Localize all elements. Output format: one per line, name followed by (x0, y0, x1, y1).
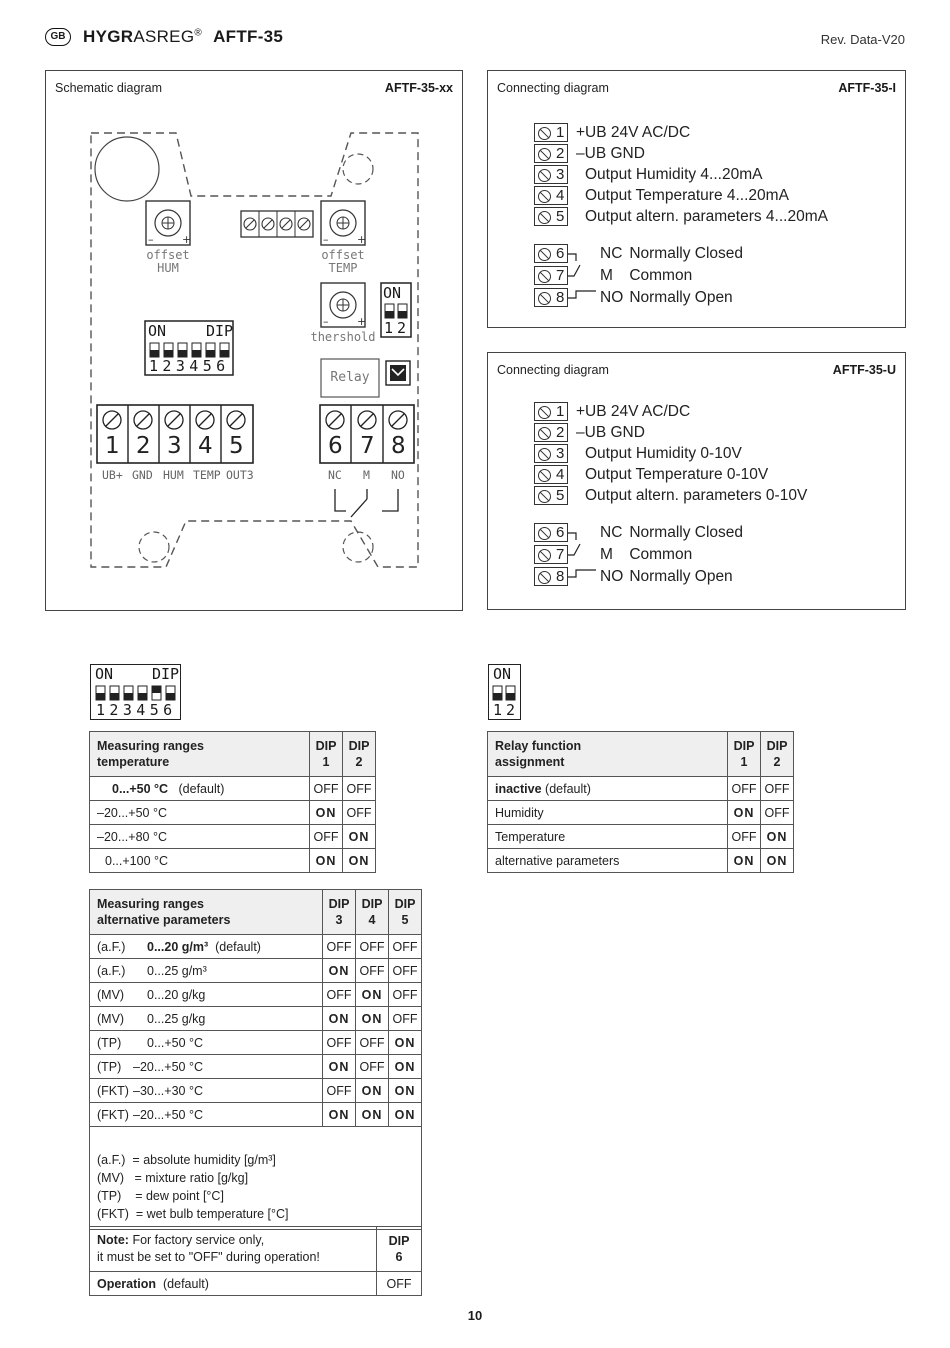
table-header-row: Measuring ranges temperature DIP 1 DIP 2 (90, 732, 376, 777)
screw-icon (538, 190, 551, 203)
table-row: alternative parameters ON ON (488, 849, 794, 873)
threshold-label: thershold (310, 330, 376, 344)
country-badge: GB (45, 28, 71, 46)
dip-switch-2-icon: ON 12 (488, 664, 521, 720)
table-row: –20...+80 °C OFF ON (90, 825, 376, 849)
factory-note-table (89, 1226, 422, 1296)
table-row: (FKT) –20...+50 °C ON ON ON (90, 1103, 422, 1127)
panel-title: Connecting diagram (497, 363, 609, 377)
table-row: (FKT) –30...+30 °C OFF ON ON (90, 1079, 422, 1103)
panel-code: AFTF-35-xx (384, 81, 453, 95)
table-row: (a.F.) 0...25 g/m³ ON OFF OFF (90, 959, 422, 983)
svg-text:–: – (323, 233, 329, 246)
table-row: Temperature OFF ON (488, 825, 794, 849)
relay-contact-symbol (335, 489, 398, 517)
panel-code: AFTF-35-U (832, 363, 896, 377)
screw-icon (538, 490, 551, 503)
table-row: 0...+100 °C ON ON (90, 849, 376, 873)
table-row: (TP) 0...+50 °C OFF OFF ON (90, 1031, 422, 1055)
svg-text:+: + (357, 233, 367, 246)
table-row: (a.F.) 0...20 g/m³ (default) OFF OFF OFF (90, 935, 422, 959)
screw-icon (538, 248, 551, 261)
panel-title: Schematic diagram (55, 81, 162, 95)
screw-icon (538, 127, 551, 140)
table-row: Humidity ON OFF (488, 801, 794, 825)
schematic-drawing (46, 71, 462, 610)
screw-icon (538, 292, 551, 305)
dip-switch-6-icon: ON DIP 123456 (90, 664, 181, 720)
offset-hum-potentiometer (146, 201, 191, 246)
screw-icon (538, 549, 551, 562)
internal-connector-4pin (241, 211, 313, 237)
table-row: –20...+50 °C ON OFF (90, 801, 376, 825)
svg-text:–: – (148, 233, 154, 246)
sensor-opening-circle (95, 137, 159, 201)
panel-title: Connecting diagram (497, 81, 609, 95)
screw-icon (538, 427, 551, 440)
screw-icon (538, 148, 551, 161)
table-header-row: Relay function assignment DIP 1 DIP 2 (488, 732, 794, 777)
offset-hum-label: offset HUM (146, 248, 190, 275)
dip6-numbers: 123456 (149, 357, 230, 375)
revision-label: Rev. Data-V20 (820, 32, 905, 47)
table-row: inactive (default) OFF OFF (488, 777, 794, 801)
table-row: Operation (default) OFF (90, 1272, 422, 1296)
threshold-potentiometer (321, 283, 366, 328)
table-header-row: Measuring ranges alternative parameters DIP 3 DIP 4 DIP 5 (90, 890, 422, 935)
svg-text:+: + (357, 315, 367, 328)
table-row: (TP) –20...+50 °C ON OFF ON (90, 1055, 422, 1079)
dip6-on-label: ON (148, 322, 167, 340)
panel-code: AFTF-35-I (838, 81, 896, 95)
offset-temp-potentiometer (321, 201, 366, 246)
svg-text:–: – (323, 315, 329, 328)
alternative-parameters-table (89, 889, 422, 1230)
temperature-range-table (89, 731, 376, 873)
dip6-dip-label: DIP (206, 322, 234, 340)
dip2-numbers: 12 (384, 319, 411, 337)
screw-icon (538, 406, 551, 419)
screw-icon (538, 527, 551, 540)
table-row: 0...+50 °C (default) OFF OFF (90, 777, 376, 801)
legend-row: (a.F.) = absolute humidity [g/m³] (MV) = mixture ratio [g/kg] (TP) = dew point [°C] (FKT) = wet bulb temperature [°C] (90, 1127, 422, 1230)
status-led (386, 361, 410, 385)
page-number: 10 (467, 1308, 483, 1323)
dip2-on-label: ON (383, 284, 402, 302)
relay-contact-icon (568, 522, 608, 592)
connecting-diagram-u-panel: Connecting diagram AFTF-35-U 1 +UB 24V AC/DC 2 –UB GND 3 Output Humidity 0-10V 4 Output Temperature 0-10V 5 Output altern. parameters 0-10V 6 NC Normally Closed 7 M Common 8 NO Normally Open (487, 352, 906, 610)
relay-label: Relay (330, 370, 370, 385)
schematic-diagram-panel: Schematic diagram AFTF-35-xx – + – + – + offset HUM offset TEMP thershold Relay ON DIP 123456 ON 12 1 2 3 4 5 UB+ GND HUM TEMP OUT3 6 7 8 NC M NO (45, 70, 463, 611)
screw-icon (538, 169, 551, 182)
offset-temp-label: offset TEMP (321, 248, 365, 275)
svg-text:+: + (182, 233, 192, 246)
relay-function-table (487, 731, 794, 873)
table-row: (MV) 0...20 g/kg OFF ON OFF (90, 983, 422, 1007)
relay-contact-icon (568, 243, 608, 313)
screw-icon (538, 270, 551, 283)
screw-icon (538, 448, 551, 461)
connecting-diagram-i-panel: Connecting diagram AFTF-35-I 1 +UB 24V AC/DC 2 –UB GND 3 Output Humidity 4...20mA 4 Output Temperature 4...20mA 5 Output altern. parameters 4...20mA 6 NC Normally Closed 7 M Common 8 NO Normally Open (487, 70, 906, 328)
page-header (45, 26, 905, 52)
screw-icon (538, 571, 551, 584)
screw-icon (538, 469, 551, 482)
table-header-row: Note: For factory service only, it must be set to "OFF" during operation! DIP 6 (90, 1227, 422, 1272)
screw-icon (538, 211, 551, 224)
product-title: HYGRASREG® AFTF-35 (83, 27, 284, 46)
table-row: (MV) 0...25 g/kg ON ON OFF (90, 1007, 422, 1031)
